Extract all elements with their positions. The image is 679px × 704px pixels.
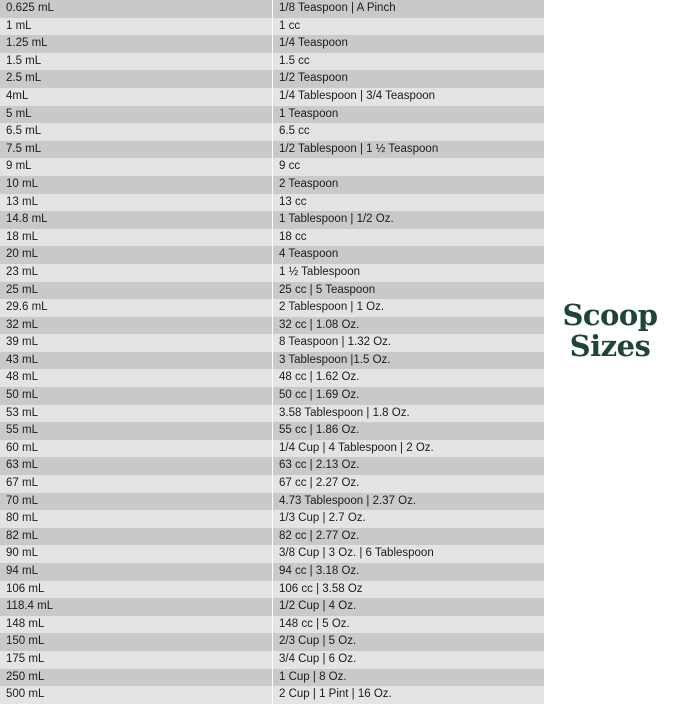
cell-equivalent: 1 Tablespoon | 1/2 Oz. [273,211,545,229]
cell-volume: 10 mL [0,176,273,194]
table-row [0,405,544,423]
cell-volume: 6.5 mL [0,123,273,141]
cell-volume: 175 mL [0,651,273,669]
cell-equivalent: 1 Teaspoon [273,106,545,124]
table-row [0,246,544,264]
cell-volume: 48 mL [0,369,273,387]
table-row [0,299,544,317]
table-row [0,475,544,493]
cell-equivalent: 55 cc | 1.86 Oz. [273,422,545,440]
table-row [0,194,544,212]
cell-equivalent: 1/4 Tablespoon | 3/4 Teaspoon [273,88,545,106]
table-row [0,545,544,563]
table-row [0,158,544,176]
cell-volume: 60 mL [0,440,273,458]
cell-volume: 1.5 mL [0,53,273,71]
table-row [0,440,544,458]
table-row [0,651,544,669]
table-row [0,669,544,687]
cell-volume: 23 mL [0,264,273,282]
scoop-sizes-logo [545,300,675,361]
cell-volume: 29.6 mL [0,299,273,317]
table-row [0,106,544,124]
cell-volume: 70 mL [0,493,273,511]
cell-equivalent: 1/8 Teaspoon | A Pinch [273,0,545,18]
cell-equivalent: 94 cc | 3.18 Oz. [273,563,545,581]
cell-volume: 53 mL [0,405,273,423]
cell-volume: 90 mL [0,545,273,563]
cell-equivalent: 4.73 Tablespoon | 2.37 Oz. [273,493,545,511]
cell-equivalent: 106 cc | 3.58 Oz [273,581,545,599]
cell-volume: 148 mL [0,616,273,634]
cell-equivalent: 1/2 Tablespoon | 1 ½ Teaspoon [273,141,545,159]
table-row [0,633,544,651]
cell-equivalent: 148 cc | 5 Oz. [273,616,545,634]
logo-line-1: Scoop [562,298,658,332]
cell-equivalent: 50 cc | 1.69 Oz. [273,387,545,405]
cell-equivalent: 32 cc | 1.08 Oz. [273,317,545,335]
cell-volume: 14.8 mL [0,211,273,229]
table-row [0,352,544,370]
table-row [0,211,544,229]
table-row [0,581,544,599]
cell-volume: 32 mL [0,317,273,335]
table-row [0,53,544,71]
cell-volume: 9 mL [0,158,273,176]
table-row [0,528,544,546]
table-row [0,616,544,634]
table-row [0,229,544,247]
cell-volume: 13 mL [0,194,273,212]
table-row [0,387,544,405]
table-row [0,123,544,141]
cell-equivalent: 1 ½ Tablespoon [273,264,545,282]
cell-equivalent: 3.58 Tablespoon | 1.8 Oz. [273,405,545,423]
cell-equivalent: 48 cc | 1.62 Oz. [273,369,545,387]
table-row [0,686,544,704]
cell-volume: 43 mL [0,352,273,370]
table-row [0,70,544,88]
cell-volume: 4mL [0,88,273,106]
cell-equivalent: 2 Tablespoon | 1 Oz. [273,299,545,317]
cell-equivalent: 1/4 Cup | 4 Tablespoon | 2 Oz. [273,440,545,458]
table-row [0,510,544,528]
cell-volume: 150 mL [0,633,273,651]
cell-volume: 39 mL [0,334,273,352]
cell-equivalent: 1 Cup | 8 Oz. [273,669,545,687]
cell-equivalent: 67 cc | 2.27 Oz. [273,475,545,493]
table-row [0,264,544,282]
cell-volume: 63 mL [0,457,273,475]
cell-volume: 1 mL [0,18,273,36]
cell-volume: 250 mL [0,669,273,687]
cell-volume: 80 mL [0,510,273,528]
cell-equivalent: 1 cc [273,18,545,36]
table-row [0,176,544,194]
cell-equivalent: 82 cc | 2.77 Oz. [273,528,545,546]
cell-equivalent: 2 Cup | 1 Pint | 16 Oz. [273,686,545,704]
cell-equivalent: 6.5 cc [273,123,545,141]
cell-equivalent: 1.5 cc [273,53,545,71]
table-row [0,317,544,335]
table-row [0,282,544,300]
cell-equivalent: 3/4 Cup | 6 Oz. [273,651,545,669]
cell-equivalent: 1/3 Cup | 2.7 Oz. [273,510,545,528]
table-row [0,35,544,53]
cell-equivalent: 1/2 Teaspoon [273,70,545,88]
cell-volume: 18 mL [0,229,273,247]
cell-equivalent: 1/4 Teaspoon [273,35,545,53]
table-row [0,598,544,616]
cell-equivalent: 13 cc [273,194,545,212]
cell-volume: 50 mL [0,387,273,405]
cell-equivalent: 18 cc [273,229,545,247]
table-row [0,141,544,159]
cell-equivalent: 3/8 Cup | 3 Oz. | 6 Tablespoon [273,545,545,563]
cell-volume: 500 mL [0,686,273,704]
cell-equivalent: 4 Teaspoon [273,246,545,264]
cell-volume: 5 mL [0,106,273,124]
table-row [0,0,544,18]
cell-equivalent: 8 Teaspoon | 1.32 Oz. [273,334,545,352]
cell-volume: 55 mL [0,422,273,440]
cell-volume: 94 mL [0,563,273,581]
table-row [0,369,544,387]
cell-volume: 0.625 mL [0,0,273,18]
logo-line-2: Sizes [569,328,651,363]
cell-volume: 1.25 mL [0,35,273,53]
cell-volume: 2.5 mL [0,70,273,88]
cell-volume: 20 mL [0,246,273,264]
cell-volume: 25 mL [0,282,273,300]
cell-volume: 67 mL [0,475,273,493]
table-row [0,88,544,106]
cell-equivalent: 1/2 Cup | 4 Oz. [273,598,545,616]
cell-equivalent: 25 cc | 5 Teaspoon [273,282,545,300]
table-row [0,457,544,475]
cell-volume: 7.5 mL [0,141,273,159]
table-row [0,334,544,352]
cell-equivalent: 3 Tablespoon |1.5 Oz. [273,352,545,370]
table-row [0,18,544,36]
cell-volume: 82 mL [0,528,273,546]
cell-equivalent: 63 cc | 2.13 Oz. [273,457,545,475]
cell-equivalent: 2/3 Cup | 5 Oz. [273,633,545,651]
cell-volume: 106 mL [0,581,273,599]
cell-volume: 118.4 mL [0,598,273,616]
table-row [0,422,544,440]
cell-equivalent: 2 Teaspoon [273,176,545,194]
table-row [0,563,544,581]
cell-equivalent: 9 cc [273,158,545,176]
table-row [0,493,544,511]
